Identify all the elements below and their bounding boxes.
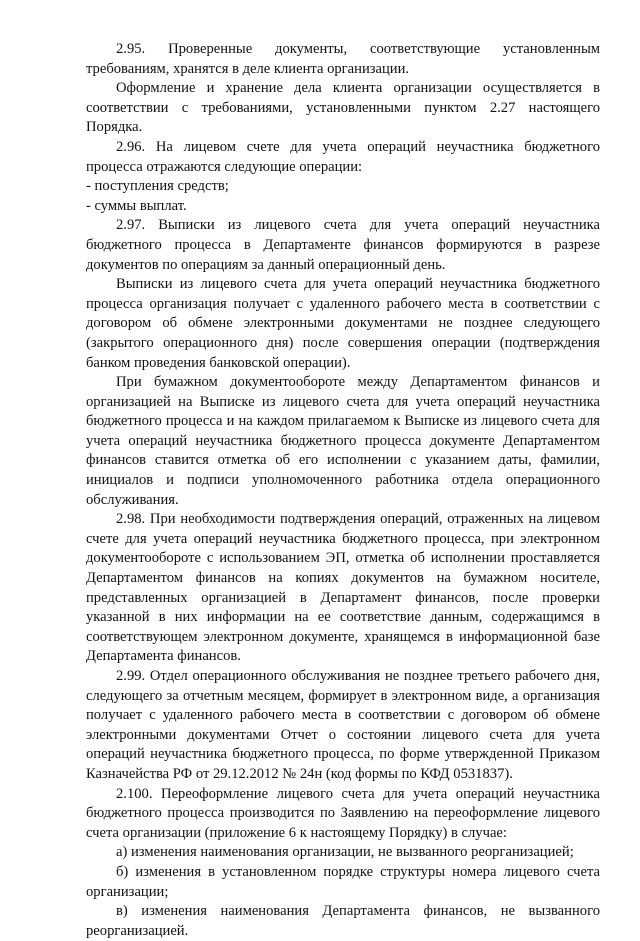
paragraph-2-100: 2.100. Переоформление лицевого счета для учета операций неучастника бюджетного процесса производится по Заявлению на переоформление лицевого счета организации (приложение 6 к настоящему Порядку) в случае:: [86, 785, 600, 841]
document-body: [86, 40, 600, 941]
list-item-c: в) изменения наименования Департамента финансов, не вызванного реорганизацией.: [86, 903, 600, 939]
paragraph-2-95: 2.95. Проверенные документы, соответствующие установленным требованиям, хранятся в деле клиента организации.: [86, 41, 600, 77]
list-item-receipts: - поступления средств;: [86, 178, 229, 195]
list-item-b: б) изменения в установленном порядке структуры номера лицевого счета организации;: [86, 863, 600, 900]
list-item-payments: - суммы выплат.: [86, 197, 187, 214]
paragraph-2-97: 2.97. Выписки из лицевого счета для учета операций неучастника бюджетного процесса в Департаменте финансов формируются в разрезе документов по операциям за данный операционный день.: [86, 217, 600, 273]
paragraph-2-99: 2.99. Отдел операционного обслуживания не позднее третьего рабочего дня, следующего за отчетным месяцем, формирует в электронном виде, а организация получает с удаленного рабочего места в соответствии с договором об обмене электронными документами Отчет о состоянии лицевого счета для учета операций неучастника бюджетного процесса, по форме утвержденной Приказом Казначейства РФ от 29.12.2012 № 24н (код формы по КФД 0531837).: [86, 668, 600, 782]
paragraph-2-96: 2.96. На лицевом счете для учета операций неучастника бюджетного процесса отражаются следующие операции:: [86, 138, 600, 175]
paragraph-paper-workflow: При бумажном документообороте между Департаментом финансов и организацией на Выписке из лицевого счета для учета операций неучастника бюджетного процесса и на каждом прилагаемом к Выписке из лицевого счета для учета операций неучастника бюджетного процесса документе Департаментом финансов ставится отметка об его исполнении с указанием даты, фамилии, инициалов и подписи уполномоченного работника отдела операционного обслуживания.: [86, 374, 600, 508]
paragraph-2-98: 2.98. При необходимости подтверждения операций, отраженных на лицевом счете для учета операций неучастника бюджетного процесса, при электронном документообороте с использованием ЭП, отметка об исполнении проставляется Департаментом финансов на копиях документов на бумажном носителе, представленных организацией в Департамент финансов, после проверки указанной в них информации на ее соответствие данным, содержащимся в соответствующем электронном документе, хранящемся в информационной базе Департамента финансов.: [86, 511, 600, 665]
list-item-a: а) изменения наименования организации, не вызванного реорганизацией;: [116, 844, 574, 861]
paragraph-case-file: Оформление и хранение дела клиента организации осуществляется в соответствии с требованиями, установленными пунктом 2.27 настоящего Порядка.: [86, 80, 600, 136]
paragraph-statements-remote: Выписки из лицевого счета для учета операций неучастника бюджетного процесса организация получает с удаленного рабочего места в соответствии с договором об обмене электронными документами не позднее следующего (закрытого операционного дня) после совершения операции (подтверждения банком проведения банковской операции).: [86, 276, 600, 371]
